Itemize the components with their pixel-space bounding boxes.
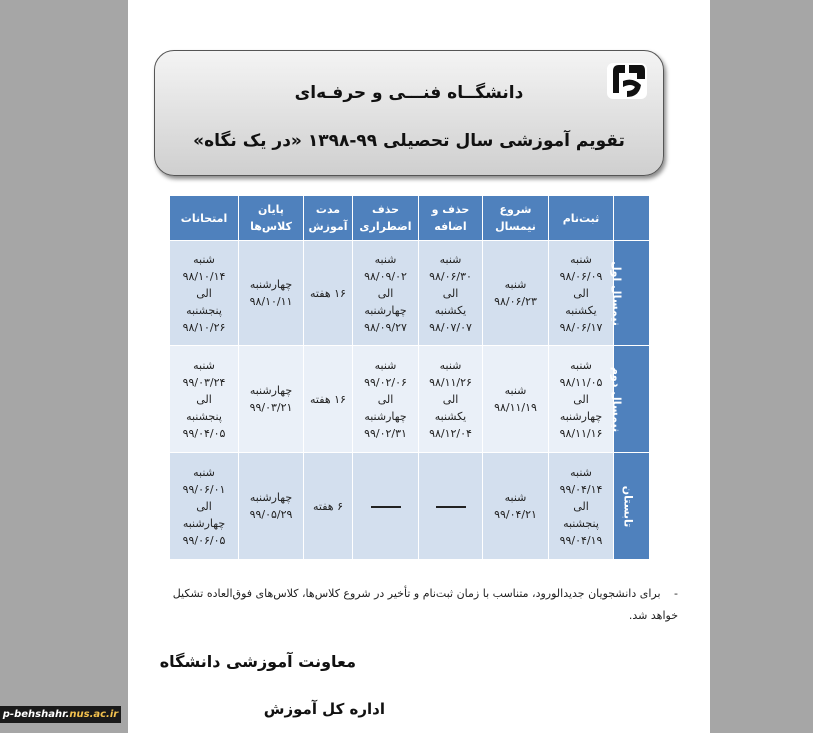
empty-dash [436, 506, 466, 508]
exams-cell [170, 346, 239, 453]
column-header-emergency-drop: حذف اضطراری [353, 196, 419, 241]
column-header-add-drop: حذف و اضافه [419, 196, 483, 241]
footnote-text: برای دانشجویان جدیدالورود، متناسب با زمان ثبت‌نام و تأخیر در شروع کلاس‌ها، کلاس‌های فوق‌العاده تشکیل خواهد شد. [172, 587, 678, 622]
cell-line: پنجشنبه [186, 409, 222, 423]
cell-line: ۹۹/۰۵/۲۹ [249, 508, 293, 521]
cell-line: پنجشنبه [563, 516, 599, 530]
cell-line: الی [573, 499, 589, 513]
cell-line: شنبه [374, 252, 397, 266]
cell-line: ۹۸/۱۱/۰۵ [559, 375, 603, 389]
cell-line: ۹۸/۱۰/۱۴ [182, 269, 226, 283]
column-header-semester-start: شروع نیمسال [483, 196, 549, 241]
exams-cell [170, 241, 239, 346]
cell-line: ۹۸/۱۱/۱۶ [559, 426, 603, 440]
cell-line: الی [573, 286, 589, 300]
emergency-drop-cell [353, 241, 419, 346]
cell-line: شنبه [439, 358, 462, 372]
emergency-drop-cell [353, 346, 419, 453]
cell-line: شنبه [193, 252, 215, 266]
cell-line: شنبه [504, 491, 527, 504]
cell-line: ۹۹/۰۴/۱۹ [559, 533, 603, 547]
title-banner [154, 50, 664, 176]
classes-end-cell [239, 453, 304, 560]
cell-line: ۹۸/۰۶/۳۰ [429, 269, 472, 283]
cell-line: ۹۹/۰۶/۰۱ [182, 482, 226, 496]
cell-line: ۹۸/۱۱/۱۹ [494, 401, 537, 414]
cell-line: ۹۹/۰۳/۲۱ [249, 401, 293, 414]
document-page [128, 0, 710, 733]
add-drop-cell [419, 346, 483, 453]
cell-line: ۹۸/۰۹/۲۷ [364, 320, 407, 334]
site-watermark [0, 706, 121, 723]
cell-line: چهارشنبه [249, 278, 293, 291]
row-label-cell [614, 453, 650, 560]
cell-line: شنبه [504, 278, 527, 291]
footnote [148, 583, 678, 627]
cell-line: چهارشنبه [559, 409, 603, 423]
add-drop-cell [419, 241, 483, 346]
cell-line: الی [377, 286, 394, 300]
table-row [170, 346, 650, 453]
row-label: تابستان [621, 485, 635, 527]
column-header-duration: مدت آموزش [304, 196, 353, 241]
duration-cell: ۱۶ هفته [304, 346, 353, 453]
cell-line: یکشنبه [434, 303, 467, 317]
row-label: نیمسال دوم [609, 366, 623, 432]
cell-line: ۹۸/۱۲/۰۴ [429, 426, 472, 440]
table-row [170, 453, 650, 560]
cell-line: ۹۹/۰۴/۰۵ [182, 426, 226, 440]
exams-cell [170, 453, 239, 560]
footnote-bullet: - [674, 587, 678, 600]
cell-line: چهارشنبه [182, 516, 226, 530]
cell-line: الی [442, 286, 459, 300]
cell-line: الی [442, 392, 459, 406]
cell-line: الی [573, 392, 589, 406]
cell-line: چهارشنبه [249, 384, 293, 397]
cell-line: ۹۸/۰۶/۱۷ [559, 320, 603, 334]
cell-line: شنبه [570, 252, 592, 266]
semester-start-cell [483, 453, 549, 560]
cell-line: ۹۸/۰۹/۰۲ [364, 269, 407, 283]
empty-dash [371, 506, 401, 508]
cell-line: شنبه [193, 358, 215, 372]
academic-calendar-table [169, 195, 650, 560]
cell-line: الی [196, 286, 212, 300]
column-header-exams: امتحانات [170, 196, 239, 241]
cell-line: ۹۸/۰۷/۰۷ [429, 320, 472, 334]
cell-line: شنبه [570, 358, 592, 372]
row-label: نیمسال اول [610, 260, 624, 326]
signature-deputy: معاونت آموزشی دانشگاه [159, 652, 356, 671]
cell-line: الی [196, 499, 212, 513]
cell-line: ۹۹/۰۶/۰۵ [182, 533, 226, 547]
cell-line: چهارشنبه [364, 409, 407, 423]
semester-start-cell [483, 346, 549, 453]
cell-line: چهارشنبه [364, 303, 407, 317]
cell-line: ۹۸/۱۰/۲۶ [182, 320, 226, 334]
cell-line: ۹۸/۰۶/۲۳ [494, 295, 537, 308]
cell-line: الی [377, 392, 394, 406]
semester-start-cell [483, 241, 549, 346]
cell-line: ۹۸/۰۶/۰۹ [559, 269, 603, 283]
column-header-registration: ثبت‌نام [549, 196, 614, 241]
cell-line: ۹۸/۱۰/۱۱ [249, 295, 293, 308]
table-header-row [170, 196, 650, 241]
cell-line: شنبه [439, 252, 462, 266]
calendar-title: تقویم آموزشی سال تحصیلی ۹۹-۱۳۹۸ «در یک نگاه» [193, 131, 625, 151]
column-header-corner [614, 196, 650, 241]
cell-line: چهارشنبه [249, 491, 293, 504]
emergency-drop-cell [353, 453, 419, 560]
cell-line: ۹۹/۰۴/۱۴ [559, 482, 603, 496]
cell-line: ۹۹/۰۲/۰۶ [364, 375, 407, 389]
cell-line: شنبه [374, 358, 397, 372]
cell-line: الی [196, 392, 212, 406]
signature-office: اداره کل آموزش [263, 700, 385, 718]
table-row [170, 241, 650, 346]
registration-cell [549, 453, 614, 560]
row-label-cell [609, 346, 650, 453]
classes-end-cell [239, 241, 304, 346]
cell-line: ۹۹/۰۲/۳۱ [364, 426, 407, 440]
row-label-cell [610, 241, 650, 346]
classes-end-cell [239, 346, 304, 453]
cell-line: یکشنبه [434, 409, 467, 423]
duration-cell: ۶ هفته [304, 453, 353, 560]
cell-line: پنجشنبه [186, 303, 222, 317]
watermark-prefix: p-behshahr. [2, 709, 70, 720]
cell-line: ۹۹/۰۴/۲۱ [494, 508, 537, 521]
cell-line: ۹۸/۱۱/۲۶ [429, 375, 472, 389]
add-drop-cell [419, 453, 483, 560]
watermark-accent: nus.ac.ir [69, 709, 119, 720]
cell-line: شنبه [193, 465, 215, 479]
cell-line: یکشنبه [565, 303, 597, 317]
cell-line: ۹۹/۰۳/۲۴ [182, 375, 226, 389]
cell-line: شنبه [570, 465, 592, 479]
cell-line: شنبه [504, 384, 527, 397]
duration-cell: ۱۶ هفته [304, 241, 353, 346]
university-name: دانشگــاه فنـــی و حرفـه‌ای [294, 83, 524, 103]
column-header-classes-end: پایان کلاس‌ها [239, 196, 304, 241]
